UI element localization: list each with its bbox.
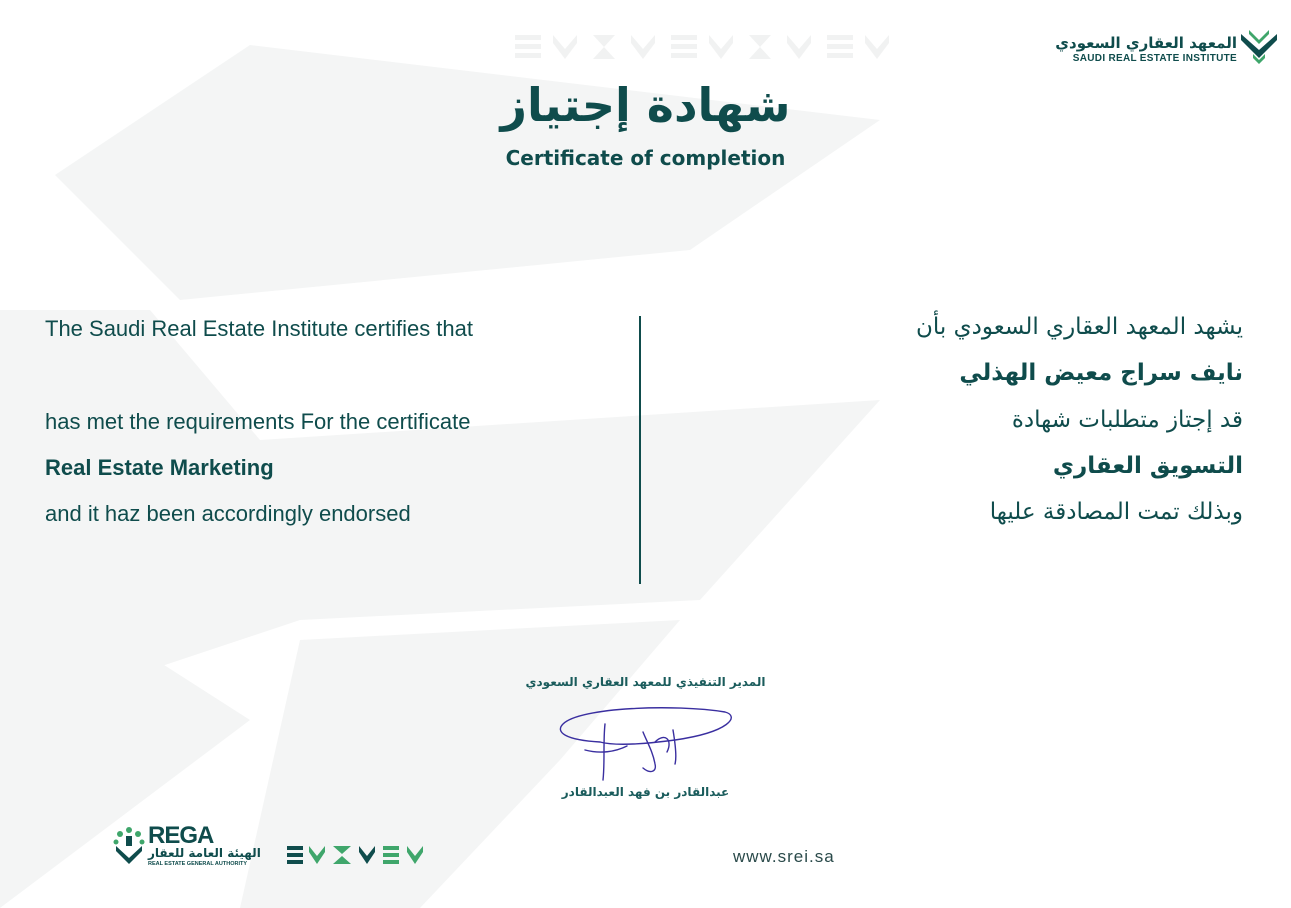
- signatory-title: المدير التنفيذي للمعهد العقاري السعودي: [525, 675, 766, 689]
- arabic-requirements-line: قد إجتاز متطلبات شهادة: [1011, 407, 1243, 433]
- footer-pattern-decoration: [287, 845, 429, 865]
- rega-wordmark: REGA: [148, 822, 214, 849]
- english-endorsed-line: and it haz been accordingly endorsed: [45, 501, 411, 526]
- arabic-course-name: التسويق العقاري: [1052, 453, 1243, 479]
- logo-name-english: SAUDI REAL ESTATE INSTITUTE: [1072, 53, 1237, 64]
- certificate-title-arabic: شهادة إجتياز: [500, 78, 791, 132]
- arabic-endorsed-line: وبذلك تمت المصادقة عليها: [989, 499, 1243, 525]
- website-url[interactable]: www.srei.sa: [733, 847, 835, 866]
- certificate-title-english: Certificate of completion: [505, 146, 786, 170]
- arabic-certifies-line: يشهد المعهد العقاري السعودي بأن: [916, 314, 1243, 340]
- chevron-emblem-icon: [1239, 28, 1279, 64]
- logo-name-arabic: المعهد العقاري السعودي: [1055, 34, 1237, 52]
- english-requirements-line: has met the requirements For the certificate: [45, 409, 471, 434]
- signatory-name: عبدالقادر بن فهد العبدالقادر: [561, 785, 730, 799]
- recipient-name: نايف سراج معيض الهذلي: [959, 360, 1243, 386]
- english-certifies-line: The Saudi Real Estate Institute certifies that: [45, 316, 474, 341]
- rega-emblem-icon: [112, 824, 146, 866]
- srei-logo: [1239, 28, 1279, 64]
- rega-name-english: REAL ESTATE GENERAL AUTHORITY: [148, 861, 248, 867]
- column-divider: [639, 316, 641, 584]
- rega-name-arabic: الهيئة العامة للعقار: [148, 846, 261, 860]
- signature-image: [555, 702, 735, 784]
- english-course-name: Real Estate Marketing: [45, 455, 274, 480]
